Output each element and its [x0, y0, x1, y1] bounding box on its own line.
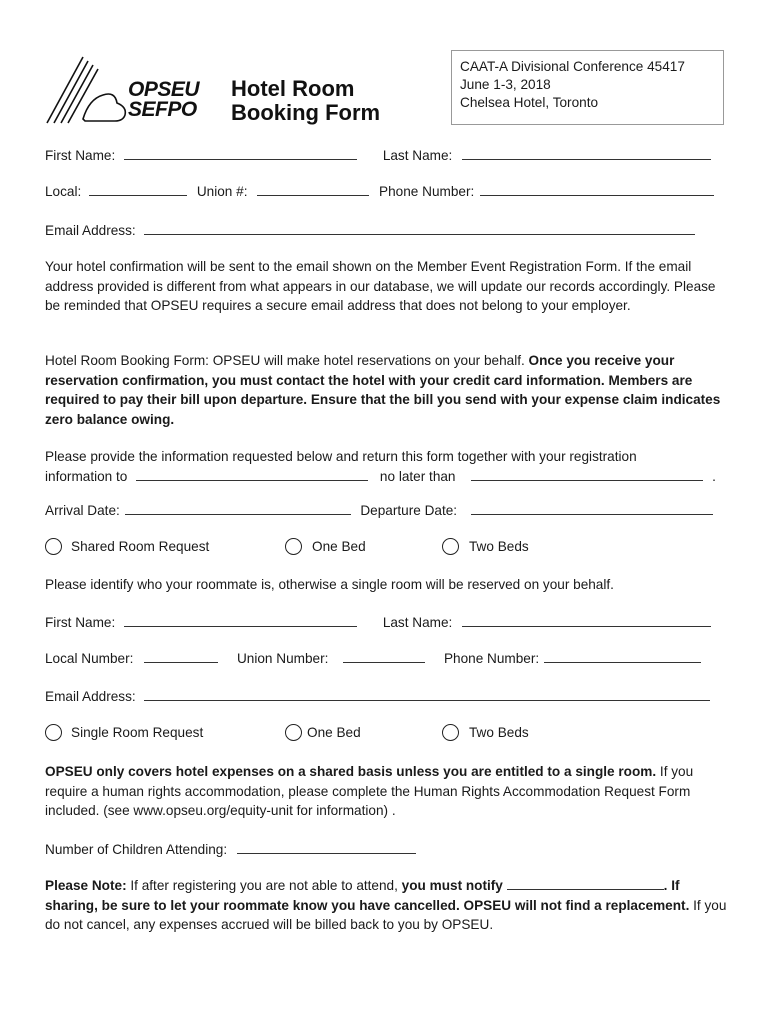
email-field[interactable] — [144, 221, 695, 235]
shared-one-bed-label: One Bed — [312, 539, 366, 554]
children-label: Number of Children Attending: — [45, 842, 228, 857]
local-row — [45, 182, 714, 200]
roommate-phone-label: Phone Number: — [443, 651, 540, 666]
radio-circle-icon — [45, 538, 62, 555]
opseu-logo-mark-icon — [45, 55, 135, 125]
roommate-first-name-field[interactable] — [124, 613, 357, 627]
logo-line-2: SEFPO — [128, 98, 197, 121]
single-room-label: Single Room Request — [71, 725, 204, 740]
radio-circle-icon — [442, 724, 459, 741]
last-name-label: Last Name: — [382, 148, 453, 163]
single-two-beds-label: Two Beds — [469, 725, 529, 740]
local-number-field[interactable] — [144, 649, 218, 663]
title-line-1: Hotel Room — [231, 76, 355, 101]
email-label: Email Address: — [45, 223, 136, 238]
roommate-email-field[interactable] — [144, 687, 710, 701]
radio-circle-icon — [45, 724, 62, 741]
return-to-field[interactable] — [136, 467, 368, 481]
booking-paragraph — [45, 351, 730, 429]
note-text-1: If after registering you are not able to attend, — [126, 878, 402, 893]
return-period: . — [712, 469, 716, 484]
radio-circle-icon — [285, 724, 302, 741]
roommate-instructions: Please identify who your roommate is, otherwise a single room will be reserved on your behalf. — [45, 577, 614, 592]
arrival-field[interactable] — [125, 501, 351, 515]
single-room-radio[interactable] — [45, 724, 203, 741]
roommate-phone-field[interactable] — [544, 649, 701, 663]
logo-wordmark — [128, 80, 199, 120]
single-two-beds-radio[interactable] — [442, 724, 529, 741]
single-one-bed-label: One Bed — [307, 725, 361, 740]
booking-intro: Hotel Room Booking Form: OPSEU will make hotel reservations on your behalf. — [45, 353, 529, 368]
shared-one-bed-radio[interactable] — [285, 538, 366, 555]
children-row — [45, 840, 416, 858]
first-name-field[interactable] — [124, 146, 357, 160]
local-field[interactable] — [89, 182, 187, 196]
roommate-email-label: Email Address: — [45, 689, 136, 704]
conference-dates: June 1-3, 2018 — [460, 77, 551, 92]
union-field[interactable] — [257, 182, 369, 196]
union-number-label: Union Number: — [236, 651, 329, 666]
departure-label: Departure Date: — [360, 503, 458, 518]
shared-room-label: Shared Room Request — [71, 539, 210, 554]
page-title — [231, 77, 380, 125]
shared-room-radio[interactable] — [45, 538, 209, 555]
return-info-line: Please provide the information requested below and return this form together with your registration — [45, 449, 637, 464]
roommate-last-name-field[interactable] — [462, 613, 711, 627]
conference-location: Chelsea Hotel, Toronto — [460, 95, 599, 110]
union-number-field[interactable] — [343, 649, 425, 663]
local-number-label: Local Number: — [45, 651, 134, 666]
local-label: Local: — [45, 184, 82, 199]
info-to-label: information to — [45, 469, 128, 484]
arrival-label: Arrival Date: — [45, 503, 120, 518]
shared-two-beds-label: Two Beds — [469, 539, 529, 554]
note-paragraph — [45, 876, 730, 935]
radio-circle-icon — [442, 538, 459, 555]
phone-field[interactable] — [480, 182, 714, 196]
deadline-field[interactable] — [471, 467, 703, 481]
single-one-bed-radio[interactable] — [285, 724, 361, 741]
roommate-name-row — [45, 613, 711, 631]
shared-two-beds-radio[interactable] — [442, 538, 529, 555]
phone-label: Phone Number: — [379, 184, 475, 199]
title-line-2: Booking Form — [231, 100, 381, 125]
departure-field[interactable] — [471, 501, 713, 515]
conference-name: CAAT-A Divisional Conference 45417 — [460, 59, 685, 74]
confirmation-paragraph: Your hotel confirmation will be sent to the email shown on the Member Event Registration Form. If the email address provided is different from what appears in our database, we will update our records accordingly. Please be reminded that OPSEU requires a secure email address that does not belong to your employer. — [45, 259, 716, 313]
note-sharing-warning: If sharing, be sure to let your roommate know you have cancelled. OPSEU will not find a replacement. — [45, 878, 690, 913]
booking-warning: Once you receive your reservation confirmation, you must contact the hotel with your credit card information. Members are required to pay their bill upon departure. Ensure that the bill you send with your expense claim indicates zero balance owing. — [45, 353, 721, 427]
notify-field[interactable] — [507, 876, 664, 890]
radio-circle-icon — [285, 538, 302, 555]
last-name-field[interactable] — [462, 146, 711, 160]
roommate-last-name-label: Last Name: — [382, 615, 453, 630]
roommate-first-name-label: First Name: — [45, 615, 116, 630]
note-period: . — [663, 878, 668, 893]
coverage-text: If you require a human rights accommodation, please complete the Human Rights Accommodation Request Form included. (see www.opseu.org/equity-unit for information) . — [45, 764, 694, 818]
coverage-bold: OPSEU only covers hotel expenses on a shared basis unless you are entitled to a single room. — [45, 764, 657, 779]
note-notify: you must notify — [401, 878, 503, 893]
note-text-2: If you do not cancel, any expenses accrued will be billed back to you by OPSEU. — [45, 897, 727, 932]
no-later-label: no later than — [379, 469, 456, 484]
logo-line-1: OPSEU — [128, 78, 200, 101]
dates-row — [45, 501, 713, 519]
note-label: Please Note: — [45, 878, 127, 893]
first-name-label: First Name: — [45, 148, 116, 163]
children-field[interactable] — [237, 840, 416, 854]
return-info-row — [45, 467, 716, 485]
coverage-paragraph — [45, 762, 730, 821]
roommate-local-row — [45, 649, 701, 667]
roommate-email-row — [45, 687, 710, 705]
email-row — [45, 221, 695, 239]
conference-info-box — [451, 50, 724, 125]
union-label: Union #: — [196, 184, 248, 199]
name-row — [45, 146, 711, 164]
